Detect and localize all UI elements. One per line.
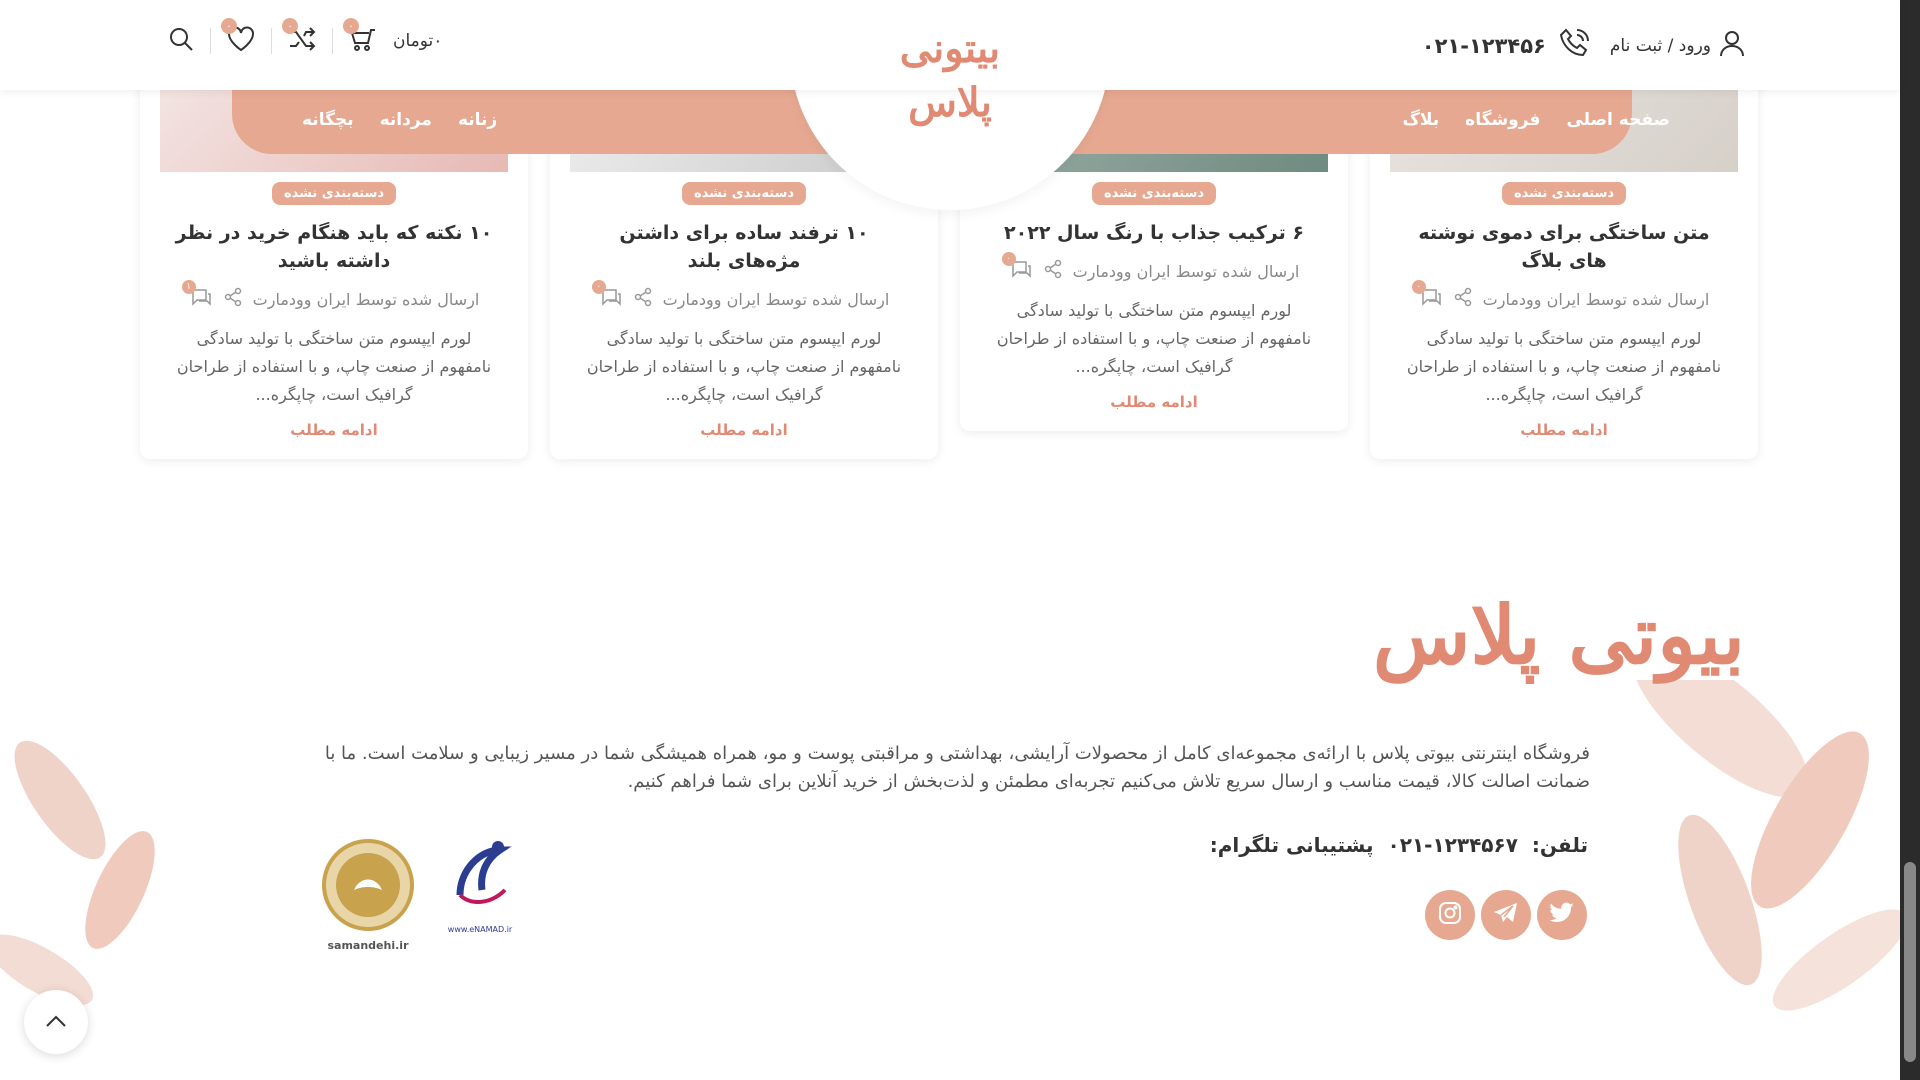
social-links [1425,890,1587,940]
nav-menu-right [1402,110,1670,130]
twitter-icon [1549,902,1575,928]
nav-kids[interactable]: بچگانه [302,110,354,130]
nav-menu-left [302,110,497,130]
post-title[interactable]: ۱۰ نکته که باید هنگام خرید در نظر داشته باشید [175,222,493,272]
samandehi-seal-icon [318,835,418,935]
footer-brand-logo: بیوتی پلاس [1372,588,1745,682]
footer-phone-label: تلفن: [1531,833,1588,857]
enamad-url: www.eNAMAD.ir [447,925,513,934]
scroll-to-top-button[interactable] [24,990,88,1054]
share-icon[interactable] [1453,287,1473,311]
read-more-link[interactable]: ادامه مطلب [290,421,378,439]
twitter-button[interactable] [1537,890,1587,940]
read-more-link[interactable]: ادامه مطلب [1520,421,1608,439]
samandehi-url: samandehi.ir [327,939,409,952]
login-label: ورود / ثبت نام [1609,35,1711,56]
share-icon[interactable] [1043,259,1063,283]
telegram-support-label: پشتیبانی تلگرام: [1209,833,1374,857]
post-title[interactable]: ۱۰ ترفند ساده برای داشتن مژه‌های بلند [619,222,869,272]
nav-shop[interactable]: فروشگاه [1465,110,1541,130]
footer-phone[interactable]: ۰۲۱-۱۲۳۴۵۶۷ [1387,833,1518,857]
read-more-link[interactable]: ادامه مطلب [700,421,788,439]
post-meta [1370,282,1758,311]
leaf-decoration-right [1560,680,1900,1040]
header-tools [168,20,443,56]
cart-count-badge: ۰ [343,18,359,34]
post-category-badge[interactable]: دسته‌بندی نشده [272,182,396,205]
logo-line-1: بیتونی [899,25,1001,72]
compare-button[interactable] [287,20,316,56]
wishlist-count-badge: ۰ [221,18,237,34]
post-category-badge[interactable]: دسته‌بندی نشده [682,182,806,205]
nav-blog[interactable]: بلاگ [1402,110,1440,130]
comments-button[interactable] [596,282,623,311]
telegram-button[interactable] [1481,890,1531,940]
post-category-badge[interactable]: دسته‌بندی نشده [1092,182,1216,205]
search-icon[interactable] [168,26,194,56]
user-icon [1719,29,1745,62]
share-icon[interactable] [223,287,243,311]
enamad-trust-badge[interactable] [440,835,520,955]
post-author: ارسال شده توسط ایران وودمارت [662,289,890,309]
samandehi-trust-badge[interactable] [318,835,418,955]
post-author: ارسال شده توسط ایران وودمارت [252,289,480,309]
cart-button[interactable] [348,20,377,56]
post-excerpt: لورم ایپسوم متن ساختگی با تولید سادگی نامفهوم از صنعت چاپ، و با استفاده از طراحان گرافیک است، چاپگره... [996,301,1312,376]
nav-home[interactable]: صفحه اصلی [1566,110,1670,130]
telegram-icon [1493,902,1519,928]
divider [332,28,333,54]
site-logo[interactable] [880,22,1020,130]
footer-about-text: فروشگاه اینترنتی بیوتی پلاس با ارائه‌ی مجموعه‌ای کامل از محصولات آرایشی، بهداشتی و مراقبتی پوست و مو، همراه همیشگی شما در مسیر زیبایی و سلامت است. ما با ضمانت اصالت کالا، قیمت مناسب و ارسال سریع تلاش می‌کنیم تجربه‌ای مطمئن و لذت‌بخش از خرید آنلاین برای شما فراهم کنیم. [324,743,1590,792]
phone-number: ۰۲۱-۱۲۳۴۵۶ [1421,33,1546,58]
instagram-icon [1438,901,1462,929]
chevron-up-icon [45,1013,67,1032]
nav-men[interactable]: مردانه [379,110,432,130]
post-category-badge[interactable]: دسته‌بندی نشده [1502,182,1626,205]
read-more-link[interactable]: ادامه مطلب [1110,393,1198,411]
post-title[interactable]: ۶ ترکیب جذاب با رنگ سال ۲۰۲۲ [1004,222,1304,244]
header-phone[interactable] [1422,26,1592,65]
post-meta [550,282,938,311]
divider [210,28,211,54]
comment-count-badge: ۰ [592,280,606,294]
footer-contact [1210,833,1588,857]
divider [271,28,272,54]
nav-women[interactable]: زنانه [457,110,498,130]
comment-count-badge: ۰ [1002,252,1016,266]
post-excerpt: لورم ایپسوم متن ساختگی با تولید سادگی نامفهوم از صنعت چاپ، و با استفاده از طراحان گرافیک است، چاپگره... [176,329,492,404]
login-link[interactable] [1610,29,1745,62]
post-meta [140,282,528,311]
share-icon[interactable] [633,287,653,311]
comments-button[interactable] [1416,282,1443,311]
phone-icon [1558,26,1592,65]
comments-button[interactable] [186,282,213,311]
wishlist-button[interactable] [226,20,255,56]
comments-button[interactable] [1006,254,1033,283]
post-title[interactable]: متن ساختگی برای دموی نوشته های بلاگ [1418,222,1710,272]
header-right [1422,26,1745,65]
cart-total[interactable]: ۰تومان [393,31,443,51]
scrollbar-thumb[interactable] [1904,862,1916,1062]
post-excerpt: لورم ایپسوم متن ساختگی با تولید سادگی نامفهوم از صنعت چاپ، و با استفاده از طراحان گرافیک است، چاپگره... [586,329,902,404]
comment-count-badge: ۰ [1412,280,1426,294]
post-excerpt: لورم ایپسوم متن ساختگی با تولید سادگی نامفهوم از صنعت چاپ، و با استفاده از طراحان گرافیک است، چاپگره... [1406,329,1722,404]
compare-count-badge: ۰ [282,18,298,34]
post-author: ارسال شده توسط ایران وودمارت [1482,289,1710,309]
comment-count-badge: ۱ [182,280,196,294]
post-author: ارسال شده توسط ایران وودمارت [1072,261,1300,281]
enamad-emblem-icon [440,835,520,921]
logo-line-2: پلاس [908,79,992,126]
post-meta [960,254,1348,283]
window-scrollbar[interactable] [1900,0,1920,1080]
instagram-button[interactable] [1425,890,1475,940]
